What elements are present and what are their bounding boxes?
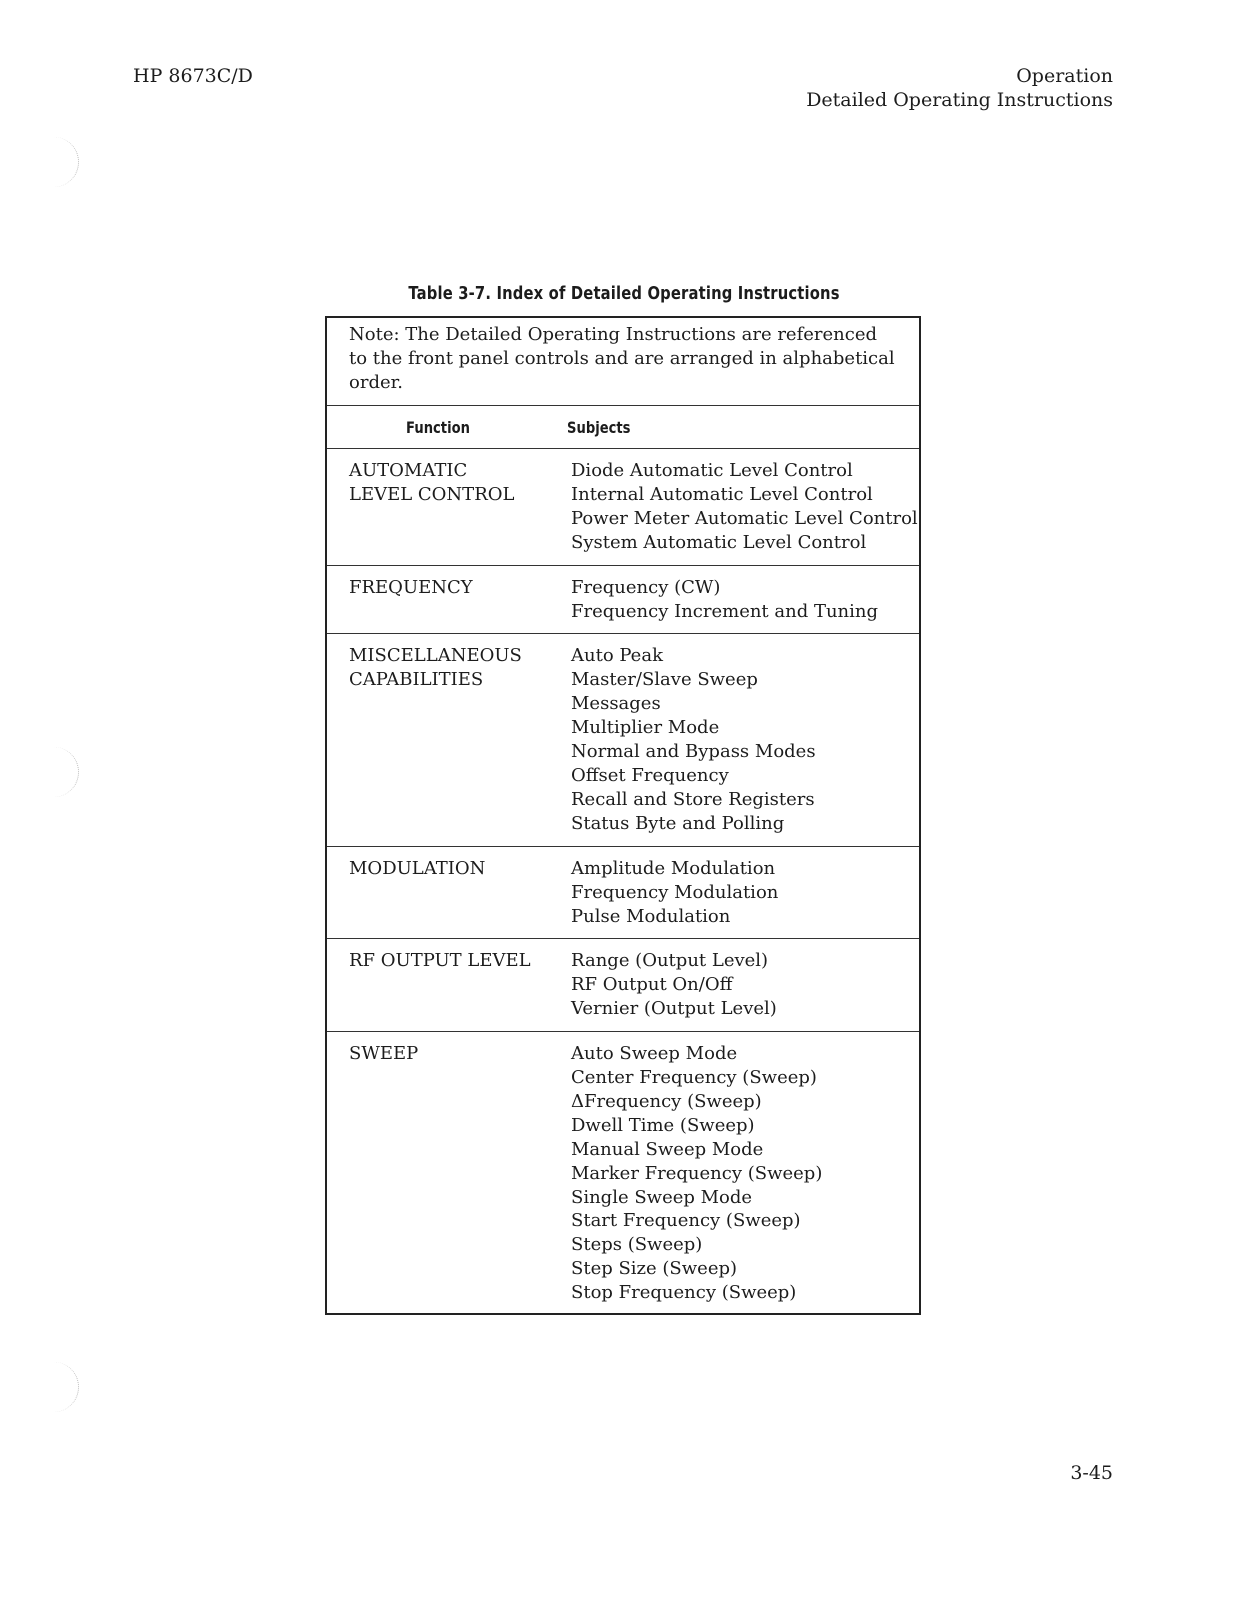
punch-hole-mark xyxy=(40,747,79,797)
subjects-cell xyxy=(549,459,919,555)
subject-item: Stop Frequency (Sweep) xyxy=(571,1282,797,1304)
column-header-function: Function xyxy=(406,417,470,437)
subject-item: ΔFrequency (Sweep) xyxy=(571,1090,762,1112)
subject-item: Start Frequency (Sweep) xyxy=(571,1210,801,1232)
subject-item: Vernier (Output Level) xyxy=(571,998,777,1020)
subject-item: Power Meter Automatic Level Control xyxy=(571,507,918,529)
subjects-cell xyxy=(549,576,919,624)
subject-item: Internal Automatic Level Control xyxy=(571,483,873,505)
function-label: FREQUENCY xyxy=(349,576,473,598)
document-model-header: HP 8673C/D xyxy=(133,65,253,87)
column-header-subjects: Subjects xyxy=(567,417,631,437)
table-row xyxy=(327,566,919,635)
function-label: MISCELLANEOUS xyxy=(349,645,522,667)
subject-item: Frequency (CW) xyxy=(571,576,721,598)
subject-item: Single Sweep Mode xyxy=(571,1186,753,1208)
table-row xyxy=(327,449,919,566)
function-label: AUTOMATIC xyxy=(349,460,468,481)
punch-hole-mark xyxy=(40,137,79,187)
subject-item: Steps (Sweep) xyxy=(571,1234,703,1256)
subject-item: Center Frequency (Sweep) xyxy=(571,1067,817,1089)
subject-item: Auto Sweep Mode xyxy=(571,1043,738,1065)
subject-item: Diode Automatic Level Control xyxy=(571,460,853,481)
subject-item: Auto Peak xyxy=(571,645,663,667)
punch-hole-mark xyxy=(40,1362,79,1412)
subject-item: Amplitude Modulation xyxy=(571,857,776,879)
subject-item: Pulse Modulation xyxy=(571,905,731,927)
subject-item: Step Size (Sweep) xyxy=(571,1258,738,1280)
subject-item: Normal and Bypass Modes xyxy=(571,741,816,763)
function-label: MODULATION xyxy=(349,857,486,879)
index-table xyxy=(325,316,921,1315)
table-body xyxy=(327,449,919,1313)
subject-item: Frequency Modulation xyxy=(571,881,779,903)
subject-item: Manual Sweep Mode xyxy=(571,1138,764,1160)
function-label: SWEEP xyxy=(349,1043,419,1065)
section-title: Operation xyxy=(1016,65,1113,87)
subject-item: Messages xyxy=(571,693,661,715)
table-note: Note: The Detailed Operating Instructions are referenced to the front panel controls and are arranged in alphabetical order. xyxy=(327,318,919,406)
subject-item: Dwell Time (Sweep) xyxy=(571,1114,755,1136)
table-row xyxy=(327,1032,919,1313)
subsection-title: Detailed Operating Instructions xyxy=(806,89,1113,111)
page-number: 3-45 xyxy=(1070,1462,1113,1484)
table-row xyxy=(327,634,919,846)
table-row xyxy=(327,847,919,940)
function-label: CAPABILITIES xyxy=(349,669,484,691)
section-header xyxy=(806,64,1113,112)
subjects-cell xyxy=(549,644,919,835)
function-cell xyxy=(327,857,549,929)
subject-item: Multiplier Mode xyxy=(571,717,720,739)
function-label: LEVEL CONTROL xyxy=(349,483,515,505)
function-cell xyxy=(327,459,549,555)
subject-item: RF Output On/Off xyxy=(571,974,733,996)
table-title: Table 3-7. Index of Detailed Operating Instructions xyxy=(408,283,840,304)
subjects-cell xyxy=(549,949,919,1021)
subject-item: Offset Frequency xyxy=(571,764,729,786)
subject-item: Master/Slave Sweep xyxy=(571,669,758,691)
function-cell xyxy=(327,949,549,1021)
table-header-row xyxy=(327,406,919,449)
subject-item: System Automatic Level Control xyxy=(571,531,867,553)
function-cell xyxy=(327,1042,549,1305)
table-row xyxy=(327,939,919,1032)
subjects-cell xyxy=(549,1042,919,1305)
subject-item: Marker Frequency (Sweep) xyxy=(571,1162,823,1184)
subjects-cell xyxy=(549,857,919,929)
subject-item: Range (Output Level) xyxy=(571,950,769,972)
function-cell xyxy=(327,644,549,835)
function-cell xyxy=(327,576,549,624)
subject-item: Recall and Store Registers xyxy=(571,788,815,810)
function-label: RF OUTPUT LEVEL xyxy=(349,950,531,972)
subject-item: Frequency Increment and Tuning xyxy=(571,600,879,622)
subject-item: Status Byte and Polling xyxy=(571,812,785,834)
